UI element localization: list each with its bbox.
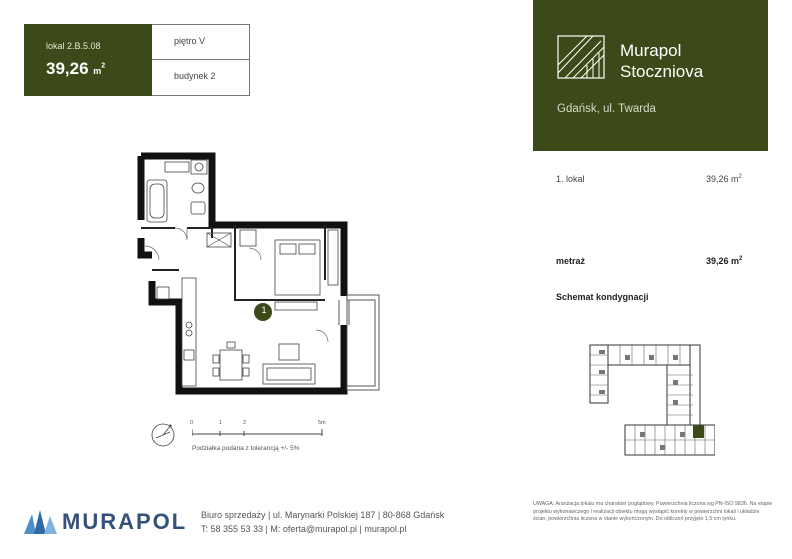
disclaimer-note: UWAGA: Aranżacja lokalu ma charakter poglądowy. Powierzchnia liczona wg PN-ISO 9836. Na etapie projektu wykonawczego i realizacji obiektu mogą wystąpić korekty w powierzchni lokali i układzie ścian, powierzchnia liczona w stanie wykończonym. Do obliczeń przyjęto 1,5 cm tynku. bbox=[533, 501, 773, 523]
brand-location: Gdańsk, ul. Twarda bbox=[557, 103, 656, 115]
floor-cell bbox=[152, 24, 250, 60]
brand-name-line2: Stoczniova bbox=[620, 62, 704, 81]
footer-contact: T: 58 355 53 33 | M: oferta@murapol.pl | murapol.pl bbox=[201, 524, 407, 534]
murapol-logo-text: MURAPOL bbox=[62, 509, 188, 534]
brand-name bbox=[620, 40, 703, 82]
unit-area-value: 39,26 bbox=[46, 59, 89, 78]
room-1-marker-label: 1 bbox=[261, 305, 267, 315]
compass-icon bbox=[148, 420, 178, 450]
floor-label: piętro V bbox=[174, 36, 206, 46]
highlighted-unit-marker bbox=[693, 425, 704, 438]
scale-tick-1: 1 bbox=[219, 420, 223, 426]
scale-bar bbox=[192, 426, 332, 438]
total-area bbox=[706, 256, 742, 266]
brand-panel bbox=[533, 0, 768, 151]
unit-area bbox=[46, 59, 105, 79]
tolerance-note: Podziałka podana z tolerancją +/- 5% bbox=[192, 445, 300, 452]
brand-logo-icon bbox=[557, 35, 605, 79]
room-1-area-value: 39,26 m bbox=[706, 174, 739, 184]
brand-name-line1: Murapol bbox=[620, 41, 682, 60]
scale-tick-2: 2 bbox=[243, 420, 247, 426]
unit-area-unit: m bbox=[93, 66, 102, 76]
total-area-value: 39,26 m bbox=[706, 256, 740, 266]
building-cell bbox=[152, 60, 250, 96]
scale-tick-5m: 5m bbox=[318, 420, 326, 426]
total-area-sup: 2 bbox=[739, 256, 743, 262]
schema-title: Schemat kondygnacji bbox=[556, 292, 649, 302]
building-label: budynek 2 bbox=[174, 71, 216, 81]
room-1-area bbox=[706, 174, 742, 184]
unit-code: lokal 2.B.5.08 bbox=[46, 41, 101, 51]
footer-address: Biuro sprzedaży | ul. Marynarki Polskiej 187 | 80-868 Gdańsk bbox=[201, 510, 445, 520]
murapol-logo-icon bbox=[24, 510, 57, 534]
scale-tick-0: 0 bbox=[190, 420, 194, 426]
building-schema bbox=[585, 340, 715, 462]
room-1-area-sup: 2 bbox=[738, 174, 742, 180]
unit-summary-box bbox=[24, 24, 152, 96]
room-1-label: 1. lokal bbox=[556, 174, 585, 184]
floor-plan bbox=[135, 150, 390, 400]
unit-area-sup: 2 bbox=[101, 62, 106, 70]
total-label: metraż bbox=[556, 256, 586, 266]
